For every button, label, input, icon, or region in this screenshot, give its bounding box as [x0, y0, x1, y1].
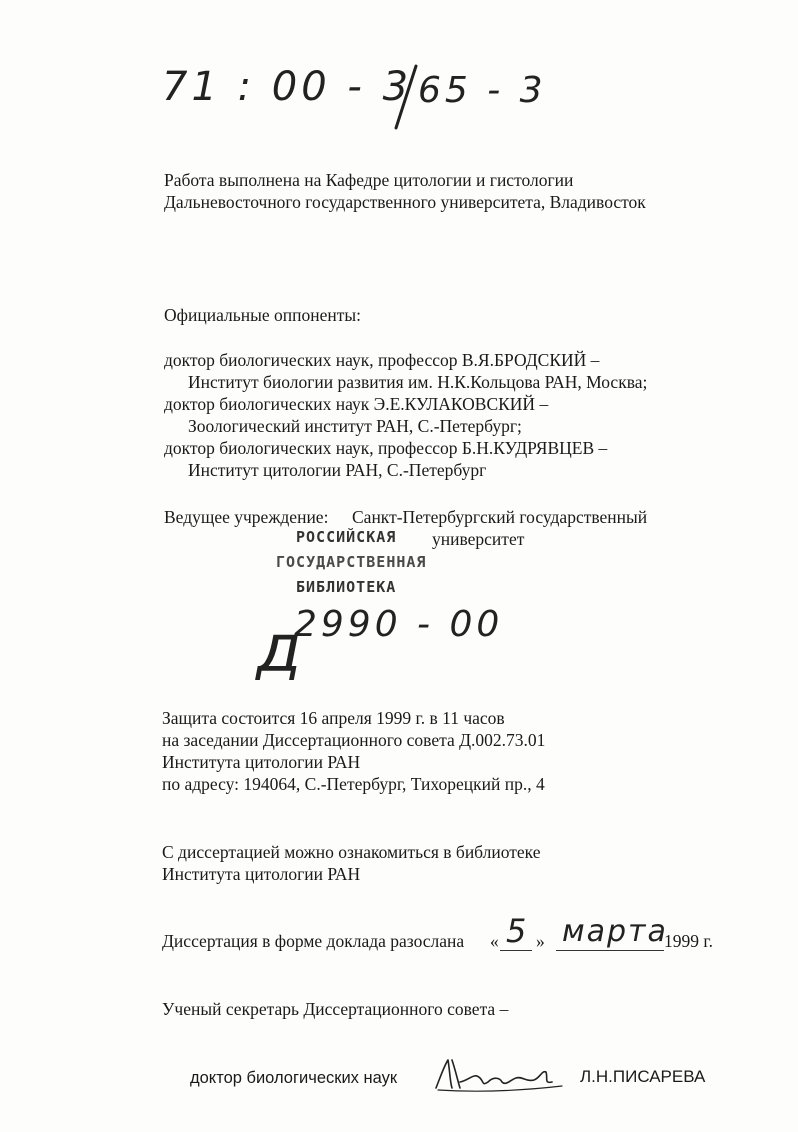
secretary-name: Л.Н.ПИСАРЕВА: [580, 1067, 706, 1086]
defense-council-line: на заседании Диссертационного совета Д.002.73.01: [162, 730, 546, 750]
signature: [430, 1052, 570, 1096]
mailing-year: 1999 г.: [664, 931, 713, 951]
handwritten-letter: д: [256, 610, 302, 687]
mailing-month-underline: [556, 950, 664, 951]
handwritten-code-prefix: 71 : 00 - 3: [162, 64, 413, 110]
defense-institute-line: Института цитологии РАН: [162, 752, 361, 772]
mailing-quote-open: «: [490, 931, 499, 951]
handwritten-slash: [390, 62, 420, 132]
opponent-2-institution: Зоологический институт РАН, С.-Петербург;: [188, 416, 522, 436]
mailing-quote-close: »: [536, 931, 545, 951]
leading-institution-value-2: университет: [432, 529, 525, 549]
opponent-3-institution: Институт цитологии РАН, С.-Петербург: [188, 460, 487, 480]
header-line-1: Работа выполнена на Кафедре цитологии и гистологии: [164, 170, 574, 190]
defense-address-line: по адресу: 194064, С.-Петербург, Тихорецкий пр., 4: [162, 774, 545, 794]
opponent-2-degree: доктор биологических наук Э.Е.КУЛАКОВСКИЙ –: [164, 394, 549, 414]
header-line-2: Дальневосточного государственного университета, Владивосток: [164, 192, 646, 212]
secretary-title: Ученый секретарь Диссертационного совета –: [162, 999, 509, 1019]
handwritten-code-suffix: 65 - 3: [418, 70, 547, 111]
leading-institution-value: Санкт-Петербургский государственный: [352, 507, 648, 527]
opponent-3-degree: доктор биологических наук, профессор Б.Н.КУДРЯВЦЕВ –: [164, 438, 608, 458]
handwritten-accession-number: 2990 - 00: [294, 604, 504, 645]
opponent-1-degree: доктор биологических наук, профессор В.Я.БРОДСКИЙ –: [164, 350, 600, 370]
leading-institution-label: Ведущее учреждение:: [164, 507, 329, 527]
library-note-line-1: С диссертацией можно ознакомиться в библиотеке: [162, 842, 541, 862]
library-stamp-line-1: РОССИЙСКАЯ: [296, 528, 397, 546]
library-stamp-line-3: БИБЛИОТЕКА: [296, 578, 397, 596]
library-stamp-line-2: ГОСУДАРСТВЕННАЯ: [276, 553, 427, 571]
mailing-day: 5: [506, 912, 527, 950]
library-note-line-2: Института цитологии РАН: [162, 864, 361, 884]
defense-date-line: Защита состоится 16 апреля 1999 г. в 11 часов: [162, 708, 505, 728]
mailing-day-underline: [500, 950, 532, 951]
mailing-month: марта: [562, 914, 668, 949]
mailing-text: Диссертация в форме доклада разослана: [162, 931, 465, 951]
secretary-degree: доктор биологических наук: [190, 1069, 398, 1087]
opponents-heading: Официальные оппоненты:: [164, 305, 361, 325]
opponent-1-institution: Институт биологии развития им. Н.К.Кольцова РАН, Москва;: [188, 372, 648, 392]
